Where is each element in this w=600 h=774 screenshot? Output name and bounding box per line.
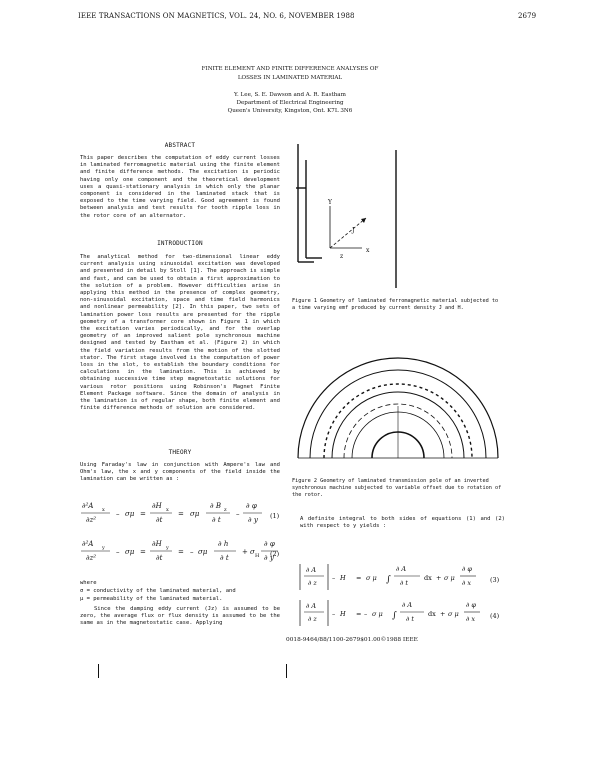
svg-text:∂ z: ∂ z (308, 579, 317, 587)
svg-text:+: + (436, 574, 442, 582)
svg-text:∂ φ: ∂ φ (466, 601, 476, 609)
equation-3-label: (3) (490, 576, 500, 584)
svg-text:∂t: ∂t (156, 516, 163, 524)
svg-text:∂ z: ∂ z (308, 615, 317, 623)
where-label: where (80, 580, 97, 586)
svg-text:∂ y: ∂ y (264, 554, 274, 562)
svg-text:=: = (356, 610, 362, 618)
svg-text:x: x (366, 247, 370, 254)
svg-text:σμ: σμ (190, 510, 200, 518)
svg-text:∂H: ∂H (152, 540, 162, 548)
svg-text:–: – (332, 610, 336, 618)
equation-1-label: (1) (270, 512, 280, 520)
svg-text:∂²A: ∂²A (82, 502, 94, 510)
figure-1-caption: Figure 1 Geometry of laminated ferromagnetic material subjected to a time varying emf produced by current density J and H. (292, 298, 499, 311)
equations-1-2 (78, 498, 283, 570)
affiliation-dept: Department of Electrical Engineering (236, 100, 344, 106)
svg-text:y: y (102, 545, 105, 551)
svg-text:∂²A: ∂²A (82, 540, 94, 548)
svg-text:x: x (166, 507, 169, 513)
svg-text:∂ h: ∂ h (218, 540, 229, 548)
svg-text:∫: ∫ (392, 611, 397, 621)
svg-text:=: = (140, 548, 146, 556)
paper-title-line2: LOSSES IN LAMINATED MATERIAL (237, 75, 343, 81)
svg-text:σ μ: σ μ (372, 610, 383, 618)
svg-text:∂ A: ∂ A (306, 566, 317, 574)
equations-3-4 (296, 562, 506, 632)
svg-text:∂H: ∂H (152, 502, 162, 510)
svg-text:σμ: σμ (125, 548, 135, 556)
svg-text:=: = (178, 548, 184, 556)
running-header: IEEE TRANSACTIONS ON MAGNETICS, VOL. 24, NO. 6, NOVEMBER 1988 (78, 12, 355, 20)
svg-text:∂ x: ∂ x (466, 615, 476, 623)
svg-text:∂ y: ∂ y (248, 516, 258, 524)
svg-text:σ μ: σ μ (448, 610, 459, 618)
svg-text:y: y (166, 545, 169, 551)
svg-text:=: = (356, 574, 362, 582)
svg-text:σμ: σμ (198, 548, 208, 556)
copyright-line: 0018-9464/88/1100-2679$01.00©1988 IEEE (286, 637, 418, 643)
scan-mark-right (286, 664, 287, 678)
svg-text:∂ φ: ∂ φ (246, 502, 257, 510)
integral-intro-text: A definite integral to both sides of equations (1) and (2) with respect to y yields : (300, 516, 505, 530)
theory-heading: THEORY (168, 449, 192, 456)
svg-text:dx: dx (428, 610, 436, 618)
svg-text:x: x (102, 507, 105, 513)
svg-text:–: – (236, 510, 240, 518)
svg-text:∂ B: ∂ B (210, 502, 221, 510)
svg-text:Y: Y (328, 199, 332, 206)
svg-text:∂ φ: ∂ φ (462, 565, 472, 573)
svg-text:–: – (364, 610, 368, 618)
svg-text:σμ: σμ (125, 510, 135, 518)
svg-text:J: J (352, 227, 355, 234)
svg-text:+: + (242, 548, 248, 556)
svg-text:–: – (190, 548, 194, 556)
svg-text:–: – (332, 574, 336, 582)
svg-text:+: + (440, 610, 446, 618)
svg-text:z: z (224, 507, 227, 513)
abstract-heading: ABSTRACT (164, 142, 196, 149)
svg-text:H: H (255, 553, 260, 559)
theory-text: Using Faraday's law in conjunction with Ampere's law and Ohm's law, the x and y components of the field inside the lamination can be written as : (80, 462, 280, 483)
svg-text:H: H (340, 610, 346, 618)
affiliation-univ: Queen's University, Kingston, Ont. K7L 3N6 (227, 108, 353, 114)
sigma-definition: σ = conductivity of the laminated material, and (80, 588, 236, 594)
equation-4-label: (4) (490, 612, 500, 620)
svg-text:∫: ∫ (386, 575, 391, 585)
svg-text:∂t: ∂t (156, 554, 163, 562)
abstract-text: This paper describes the computation of eddy current losses in laminated ferromagnetic material using the finite element and finite difference methods. The excitation is periodic having only one component and the theoretical development uses a quasi-stationary analysis in which only the planar component is considered in the laminated stack that is exposed to the time varying field. Good agreement is found between analysis and test results for tooth ripple loss in the rotor core of an alternator. (80, 155, 280, 219)
svg-text:∂ x: ∂ x (462, 579, 472, 587)
svg-text:dx: dx (424, 574, 432, 582)
svg-text:–: – (116, 548, 120, 556)
svg-text:∂z²: ∂z² (86, 516, 97, 524)
equation-2-label: (2) (270, 550, 280, 558)
svg-text:∂ A: ∂ A (306, 602, 317, 610)
figure-2-caption: Figure 2 Geometry of laminated transmission pole of an inverted synchronous machine subjected to variable offset due to rotation of the rotor. (292, 478, 502, 498)
svg-text:σ μ: σ μ (366, 574, 377, 582)
page-number: 2679 (518, 12, 537, 20)
paper-title-line1: FINITE ELEMENT AND FINITE DIFFERENCE ANALYSES OF (201, 66, 379, 72)
svg-text:z: z (340, 253, 344, 260)
svg-text:∂ t: ∂ t (212, 516, 221, 524)
svg-text:∂ φ: ∂ φ (264, 540, 275, 548)
svg-text:∂ t: ∂ t (400, 579, 409, 587)
svg-text:σ: σ (250, 548, 255, 556)
introduction-text: The analytical method for two-dimensional linear eddy current analysis using sinusoidal excitation was developed and presented in detail by Stoll [1]. The approach is simple and fast, and can be used to obtain a first approximation to the solution of a problem. However difficulties arise in applying this method in the presence of complex geometry, non-sinusoidal excitation, space and time field harmonics and nonlinear permeability [2]. In this paper, two sets of lamination power loss results are presented for the ripple geometry of a transformer core shown in Figure 1 in which the excitation varies periodically, and for the overlap geometry of an improved salient pole synchronous machine designed and tested by Eastham et al. (Figure 2) in which the field variation results from the motion of the slotted stator. The first stage involved is the computation of power loss in the slot, to establish the boundary conditions for calculations in the lamination. This is achieved by obtaining successive time step magnetostatic solutions for various rotor positions using Robinson's Magnet Finite Element Package software. Since the domain of analysis in the lamination is of regular shape, both finite element and finite difference methods of solution are considered. (80, 254, 280, 412)
svg-text:σ μ: σ μ (444, 574, 455, 582)
mu-definition: μ = permeability of the laminated material. (80, 596, 223, 602)
svg-text:=: = (140, 510, 146, 518)
figure-1-diagram (292, 140, 492, 292)
svg-text:=: = (178, 510, 184, 518)
scan-mark-left (98, 664, 99, 678)
svg-text:∂ A: ∂ A (396, 565, 407, 573)
svg-text:∂z²: ∂z² (86, 554, 97, 562)
svg-text:–: – (116, 510, 120, 518)
svg-text:∂ A: ∂ A (402, 601, 413, 609)
figure-2-diagram (292, 318, 502, 468)
svg-text:H: H (340, 574, 346, 582)
svg-text:∂ t: ∂ t (220, 554, 229, 562)
introduction-heading: INTRODUCTION (157, 240, 203, 247)
authors: Y. Lee, S. E. Dawson and A. R. Eastham (234, 92, 346, 98)
theory-continuation: Since the damping eddy current (Jz) is assumed to be zero, the average flux or flux density is assumed to be the same as in the magnetostatic case. Applying (80, 606, 280, 627)
svg-text:∂ t: ∂ t (406, 615, 415, 623)
